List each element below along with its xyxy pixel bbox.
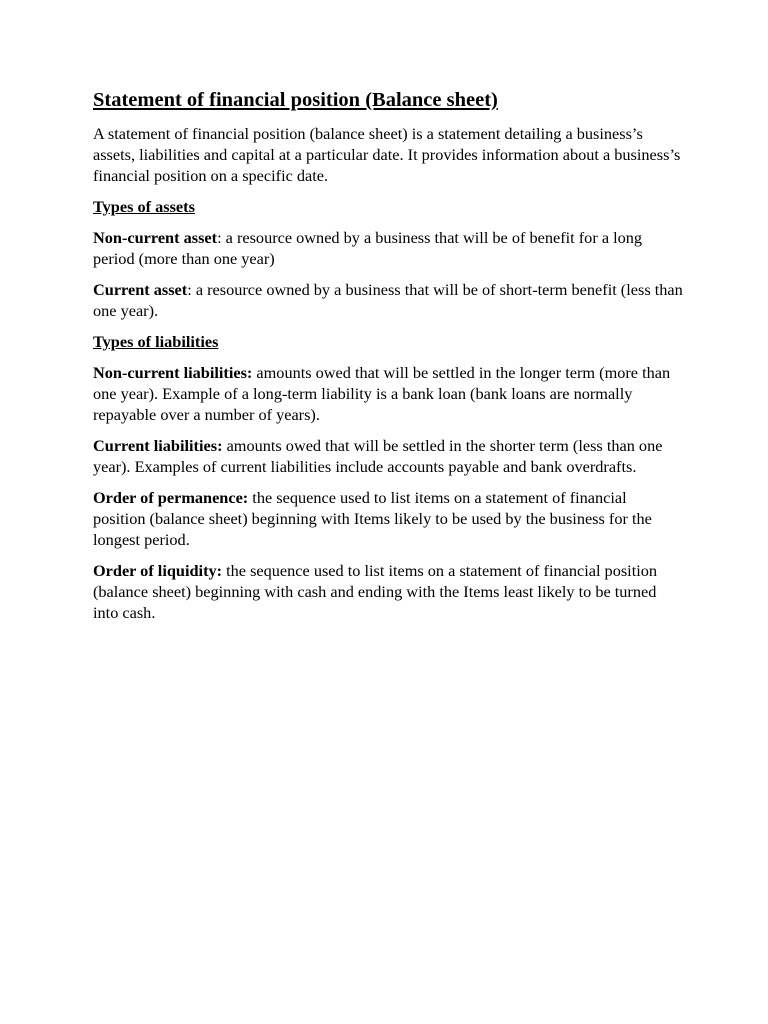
intro-paragraph: A statement of financial position (balance sheet) is a statement detailing a business’s assets, liabilities and capital at a particular date. It provides information about a business’s financial position on a specific date.	[93, 124, 681, 185]
order-of-liquidity-term: Order of liquidity:	[93, 561, 223, 580]
order-of-permanence-text: the sequence used to list items on a statement of financial position (balance sheet) beginning with Items likely to be used by the business for the longest period.	[93, 488, 652, 549]
current-asset-text: : a resource owned by a business that will be of short-term benefit (less than one year).	[93, 280, 683, 320]
order-of-permanence-definition	[93, 487, 683, 550]
non-current-liabilities-text: amounts owed that will be settled in the longer term (more than one year). Example of a long-term liability is a bank loan (bank loans are normally repayable over a number of years).	[93, 363, 671, 424]
non-current-liabilities-term: Non-current liabilities:	[93, 363, 253, 382]
page-title: Statement of financial position (Balance sheet)	[93, 89, 498, 111]
non-current-asset-term: Non-current asset	[93, 228, 218, 247]
document-page	[93, 86, 683, 633]
order-of-permanence-term: Order of permanence:	[93, 488, 249, 507]
assets-heading: Types of assets	[93, 197, 195, 216]
current-liabilities-term: Current liabilities:	[93, 436, 223, 455]
non-current-asset-text: : a resource owned by a business that will be of benefit for a long period (more than one year)	[93, 228, 643, 268]
order-of-liquidity-text: the sequence used to list items on a statement of financial position (balance sheet) beginning with cash and ending with the Items least likely to be turned into cash.	[93, 561, 658, 622]
order-of-liquidity-definition	[93, 560, 683, 623]
current-liabilities-definition	[93, 435, 683, 477]
non-current-liabilities-definition	[93, 362, 683, 425]
current-liabilities-text: amounts owed that will be settled in the shorter term (less than one year). Examples of current liabilities include accounts payable and bank overdrafts.	[93, 436, 663, 476]
non-current-asset-definition	[93, 227, 683, 269]
current-asset-term: Current asset	[93, 280, 188, 299]
liabilities-heading: Types of liabilities	[93, 332, 219, 351]
current-asset-definition	[93, 279, 683, 321]
